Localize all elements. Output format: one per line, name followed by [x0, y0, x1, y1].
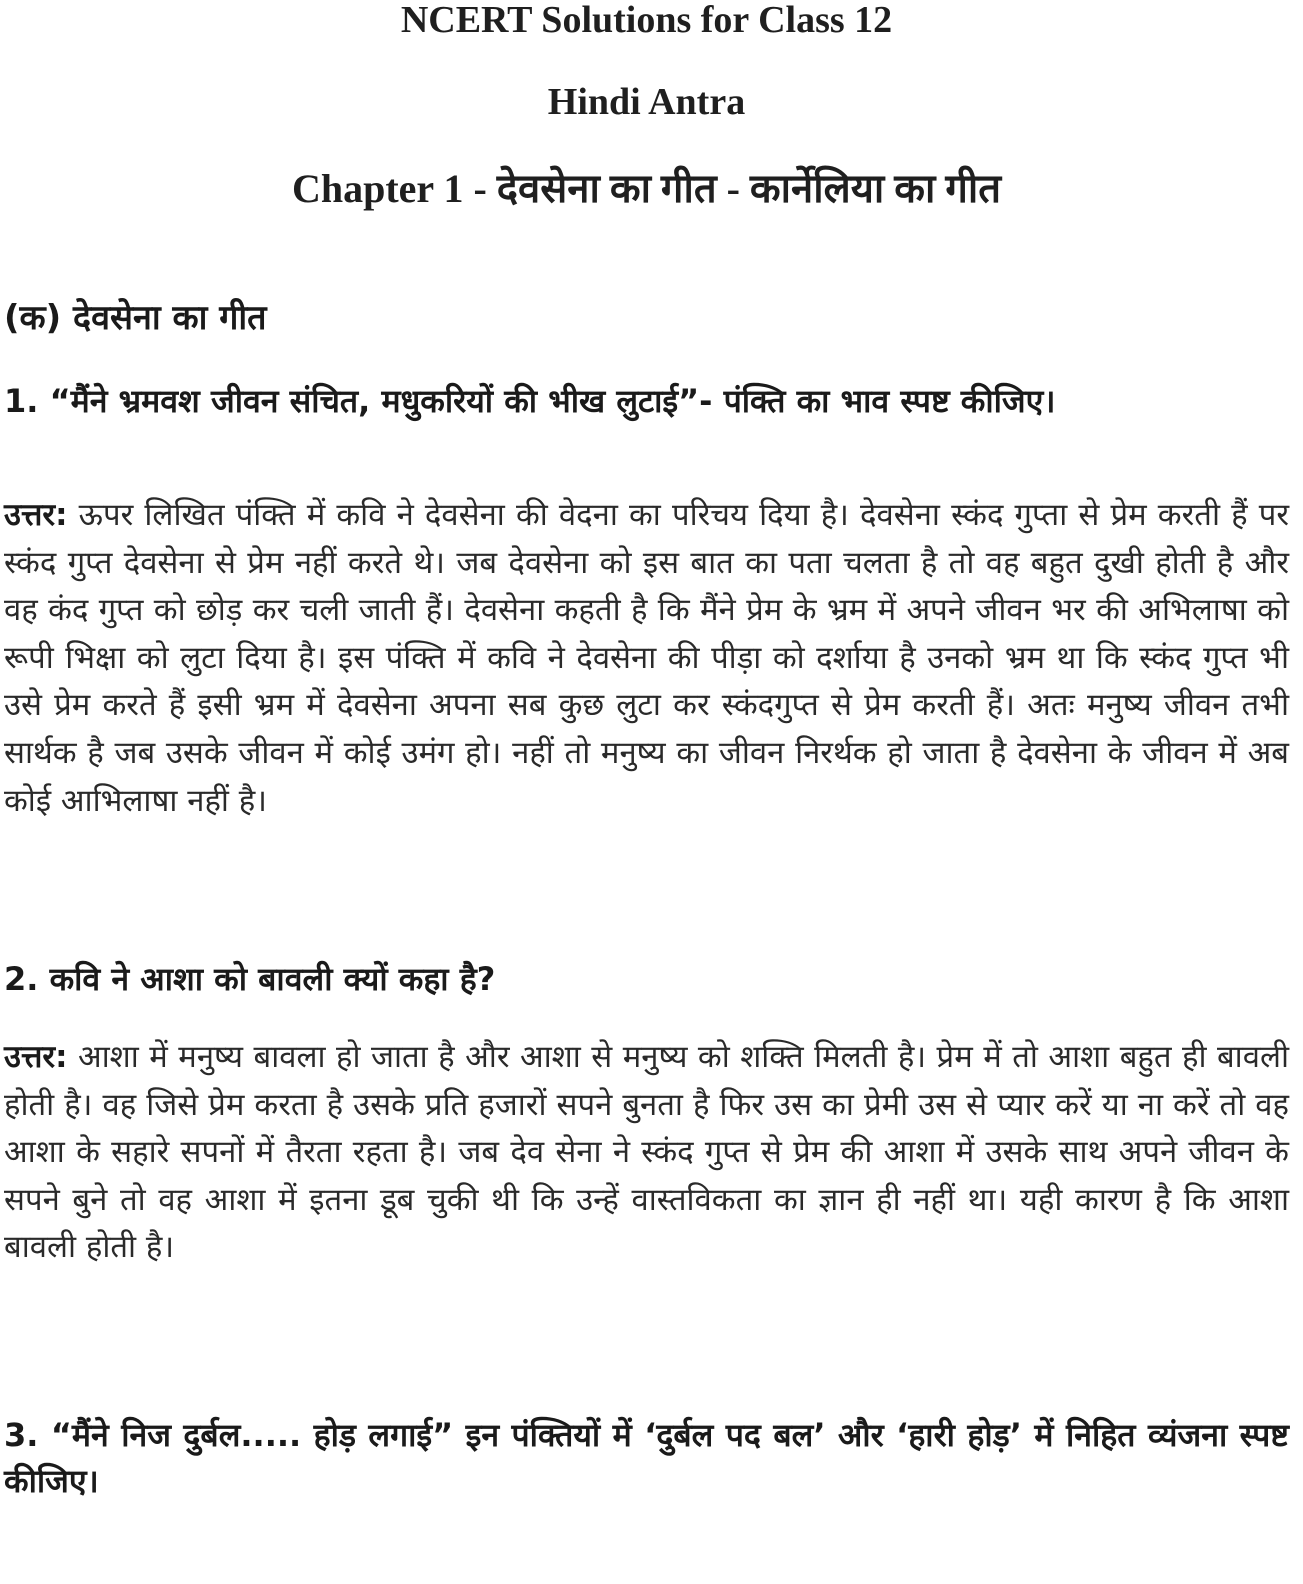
- doc-subject: Hindi Antra: [547, 81, 746, 123]
- chapter-title: Chapter 1 - देवसेना का गीत - कार्नेलिया का गीत: [291, 166, 1002, 211]
- question-3: 3. “मैंने निज दुर्बल..... होड़ लगाई” इन पंक्तियों में ‘दुर्बल पद बल’ और ‘हारी होड़’ में निहित व्यंजना स्पष्ट कीजिए।: [4, 1416, 1289, 1500]
- section-heading: (क) देवसेना का गीत: [4, 298, 267, 338]
- answer-text: ऊपर लिखित पंक्ति में कवि ने देवसेना की वेदना का परिचय दिया है। देवसेना स्कंद गुप्ता से प्रेम करती हैं पर स्कंद गुप्त देवसेना से प्रेम नहीं करते थे। जब देवसेना को इस बात का पता चलता है तो वह बहुत दुखी होती है और वह कंद गुप्त को छोड़ कर चली जाती हैं। देवसेना कहती है कि मैंने प्रेम के भ्रम में अपने जीवन भर की अभिलाषा को रूपी भिक्षा को लुटा दिया है। इस पंक्ति में कवि ने देवसेना की पीड़ा को दर्शाया है उनको भ्रम था कि स्कंद गुप्त भी उसे प्रेम करते हैं इसी भ्रम में देवसेना अपना सब कुछ लुटा कर स्कंदगुप्त से प्रेम करती हैं। अतः मनुष्य जीवन तभी सार्थक है जब उसके जीवन में कोई उमंग हो। नहीं तो मनुष्य का जीवन निरर्थक हो जाता है देवसेना के जीवन में अब कोई आभिलाषा नहीं है।: [4, 497, 1289, 819]
- answer-label: उत्तर:: [4, 497, 68, 533]
- answer-1: [4, 492, 1289, 876]
- question-2: 2. कवि ने आशा को बावली क्यों कहा है?: [4, 960, 496, 998]
- doc-title: NCERT Solutions for Class 12: [400, 0, 893, 41]
- answer-2: [4, 1034, 1289, 1326]
- answer-text: आशा में मनुष्य बावला हो जाता है और आशा से मनुष्य को शक्ति मिलती है। प्रेम में तो आशा बहुत ही बावली होती है। वह जिसे प्रेम करता है उसके प्रति हजारों सपने बुनता है फिर उस का प्रेमी उस से प्यार करें या ना करें तो वह आशा के सहारे सपनों में तैरता रहता है। जब देव सेना ने स्कंद गुप्त से प्रेम की आशा में उसके साथ अपने जीवन के सपने बुने तो वह आशा में इतना डूब चुकी थी कि उन्हें वास्तविकता का ज्ञान ही नहीं था। यही कारण है कि आशा बावली होती है।: [4, 1039, 1289, 1266]
- answer-label: उत्तर:: [4, 1039, 68, 1075]
- question-1: 1. “मैंने भ्रमवश जीवन संचित, मधुकरियों की भीख लुटाई”- पंक्ति का भाव स्पष्ट कीजिए।: [4, 382, 1056, 420]
